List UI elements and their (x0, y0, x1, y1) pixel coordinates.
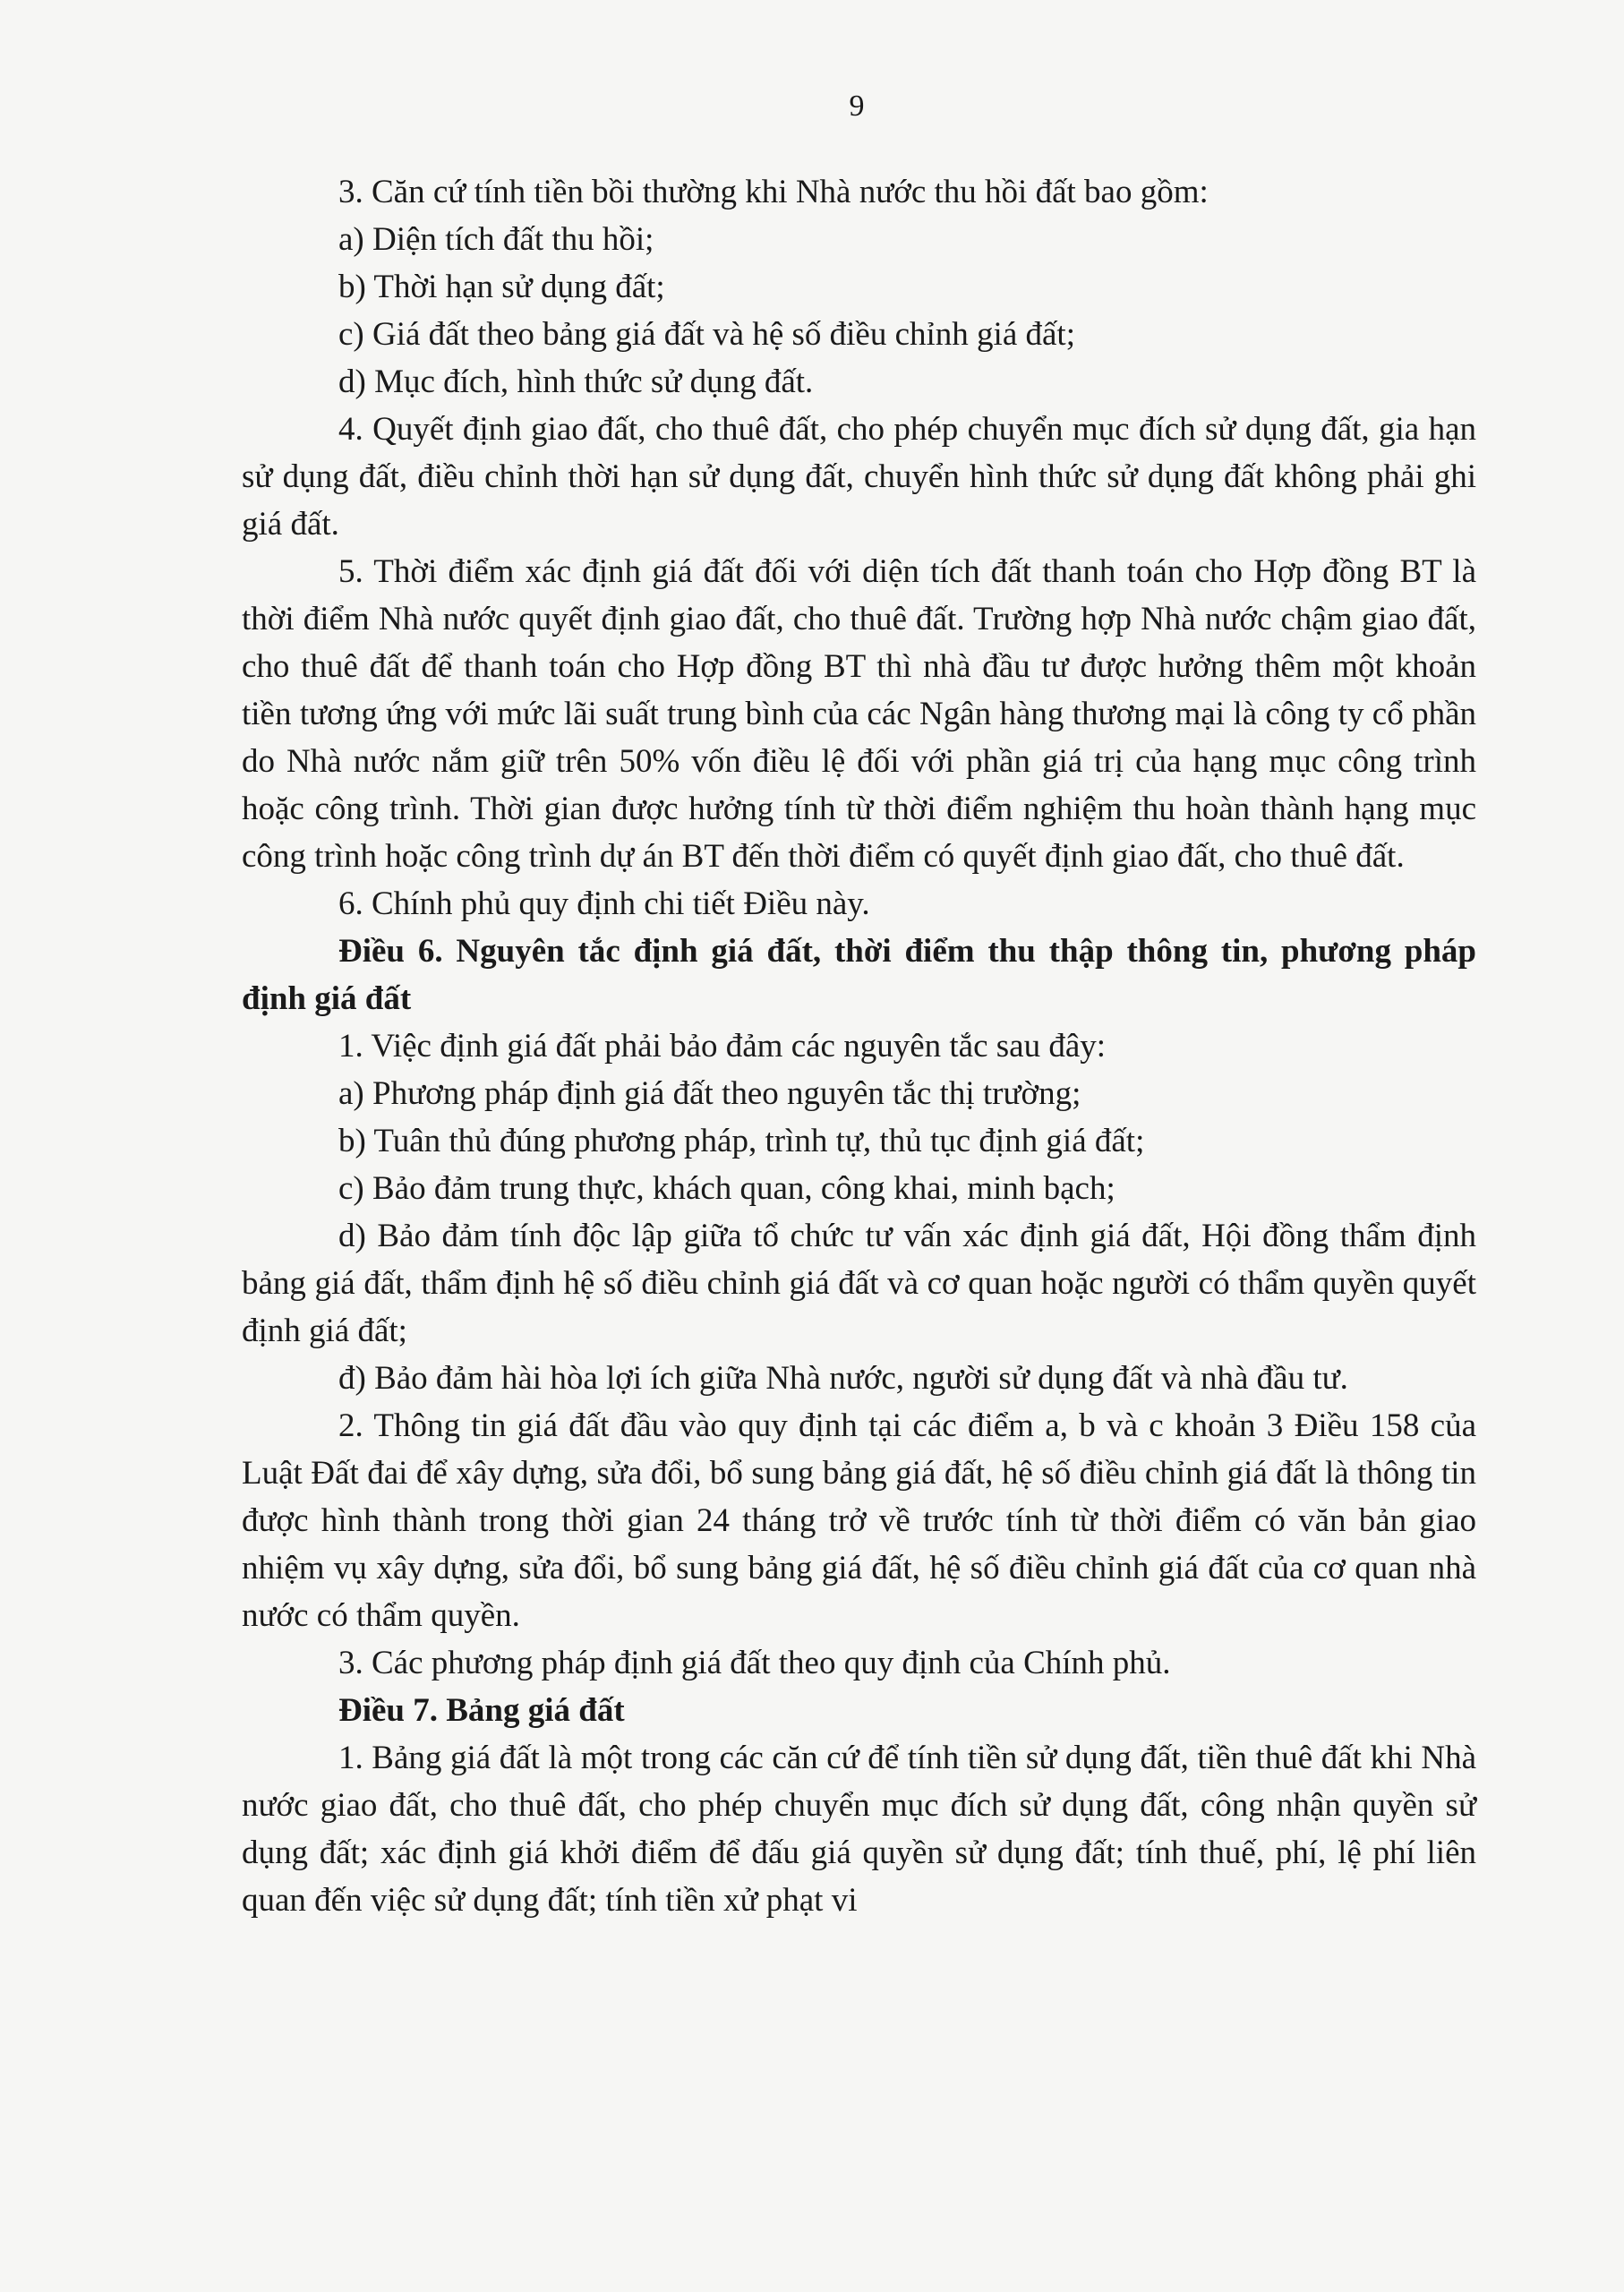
page-number: 9 (849, 90, 865, 123)
article-6-clause-1: 1. Việc định giá đất phải bảo đảm các nguyên tắc sau đây: (338, 1028, 1107, 1065)
paragraph-clause-4: 4. Quyết định giao đất, cho thuê đất, cho phép chuyển mục đích sử dụng đất, gia hạn sử dụng đất, điều chỉnh thời hạn sử dụng đất, chuyển hình thức sử dụng đất không phải ghi giá đất. (242, 411, 1476, 543)
article-6-clause-2: 2. Thông tin giá đất đầu vào quy định tại các điểm a, b và c khoản 3 Điều 158 của Luật Đất đai để xây dựng, sửa đổi, bổ sung bảng giá đất, hệ số điều chỉnh giá đất là thông tin được hình thành trong thời gian 24 tháng trở về trước tính từ thời điểm có văn bản giao nhiệm vụ xây dựng, sửa đổi, bổ sung bảng giá đất, hệ số điều chỉnh giá đất của cơ quan nhà nước có thẩm quyền. (242, 1407, 1476, 1634)
paragraph-clause-3c: c) Giá đất theo bảng giá đất và hệ số điều chỉnh giá đất; (338, 316, 1075, 353)
article-6-title: Điều 6. Nguyên tắc định giá đất, thời điểm thu thập thông tin, phương pháp định giá đất (242, 933, 1476, 1017)
article-6-clause-1b: b) Tuân thủ đúng phương pháp, trình tự, thủ tục định giá đất; (338, 1123, 1145, 1159)
article-6-clause-1c: c) Bảo đảm trung thực, khách quan, công khai, minh bạch; (338, 1170, 1115, 1207)
article-6-clause-1d: d) Bảo đảm tính độc lập giữa tổ chức tư vấn xác định giá đất, Hội đồng thẩm định bảng giá đất, thẩm định hệ số điều chỉnh giá đất và cơ quan hoặc người có thẩm quyền quyết định giá đất; (242, 1218, 1476, 1349)
paragraph-clause-3a: a) Diện tích đất thu hồi; (338, 221, 654, 258)
paragraph-clause-5: 5. Thời điểm xác định giá đất đối với diện tích đất thanh toán cho Hợp đồng BT là thời điểm Nhà nước quyết định giao đất, cho thuê đất. Trường hợp Nhà nước chậm giao đất, cho thuê đất để thanh toán cho Hợp đồng BT thì nhà đầu tư được hưởng thêm một khoản tiền tương ứng với mức lãi suất trung bình của các Ngân hàng thương mại là công ty cổ phần do Nhà nước nắm giữ trên 50% vốn điều lệ đối với phần giá trị của hạng mục công trình hoặc công trình. Thời gian được hưởng tính từ thời điểm nghiệm thu hoàn thành hạng mục công trình hoặc công trình dự án BT đến thời điểm có quyết định giao đất, cho thuê đất. (242, 553, 1476, 875)
paragraph-clause-6: 6. Chính phủ quy định chi tiết Điều này. (338, 885, 870, 922)
paragraph-clause-3d: d) Mục đích, hình thức sử dụng đất. (338, 363, 814, 400)
article-6-clause-3: 3. Các phương pháp định giá đất theo quy định của Chính phủ. (338, 1645, 1171, 1681)
article-7-clause-1: 1. Bảng giá đất là một trong các căn cứ để tính tiền sử dụng đất, tiền thuê đất khi Nhà nước giao đất, cho thuê đất, cho phép chuyển mục đích sử dụng đất, công nhận quyền sử dụng đất; xác định giá khởi điểm để đấu giá quyền sử dụng đất; tính thuế, phí, lệ phí liên quan đến việc sử dụng đất; tính tiền xử phạt vi (242, 1740, 1476, 1919)
paragraph-clause-3b: b) Thời hạn sử dụng đất; (338, 269, 665, 305)
article-6-clause-1dd: đ) Bảo đảm hài hòa lợi ích giữa Nhà nước, người sử dụng đất và nhà đầu tư. (338, 1360, 1348, 1397)
article-6-clause-1a: a) Phương pháp định giá đất theo nguyên tắc thị trường; (338, 1075, 1081, 1112)
paragraph-clause-3: 3. Căn cứ tính tiền bồi thường khi Nhà nước thu hồi đất bao gồm: (338, 174, 1209, 210)
article-7-title: Điều 7. Bảng giá đất (338, 1692, 625, 1729)
